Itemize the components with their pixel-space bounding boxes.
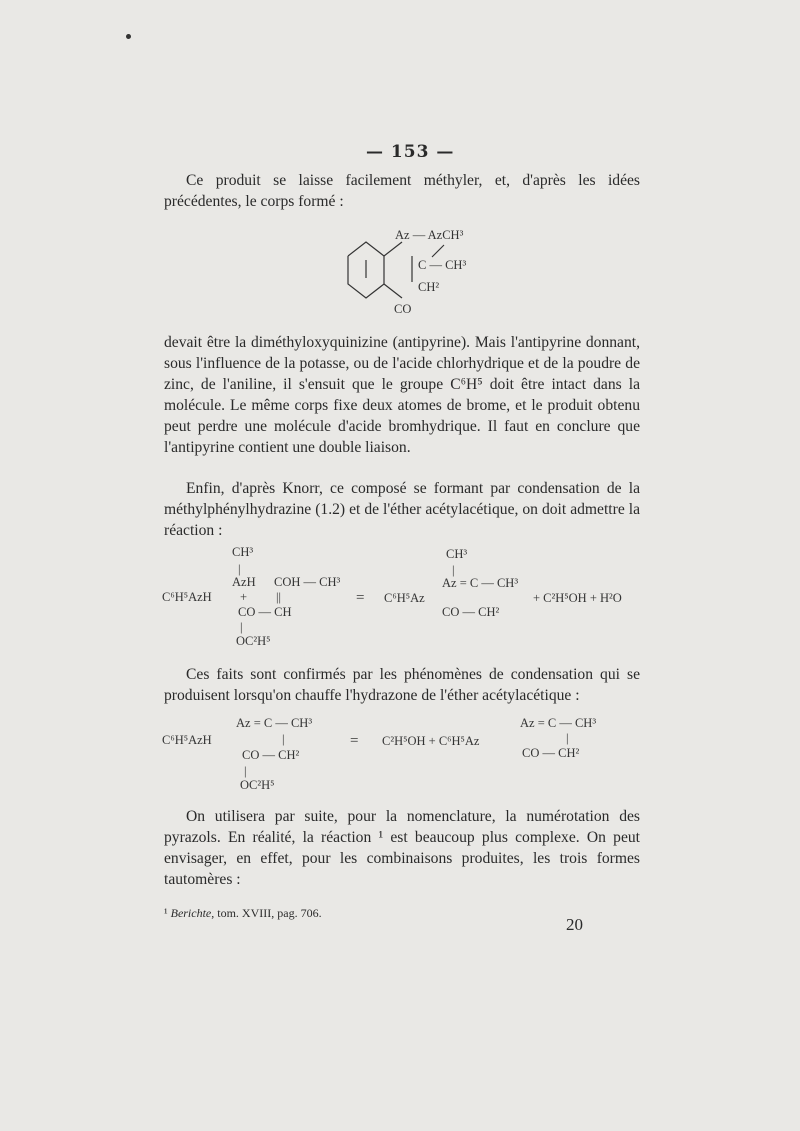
- paragraph-nomenclature: On utilisera par suite, pour la nomenclature, la numérotation des pyrazols. En réalité, la réaction ¹ est beaucoup plus complexe. On peut envisager, en effet, pour les combinaisons produites, les trois formes tautomères :: [164, 808, 640, 888]
- bond-line: [430, 244, 446, 258]
- formula-c-ch3: C — CH³: [418, 258, 467, 272]
- paragraph-intro: Ce produit se laisse facilement méthyler, et, d'après les idées précédentes, le corps formé :: [164, 172, 640, 210]
- r1-co-ch: CO — CH: [238, 605, 292, 619]
- formula-co: CO: [394, 302, 412, 316]
- r2-co-ch2: CO — CH²: [242, 748, 300, 762]
- r1-double-bond: ||: [276, 590, 282, 604]
- r1-ch3-left: CH³: [232, 545, 254, 559]
- formula-ch2: CH²: [418, 280, 440, 294]
- r1-co-ch2: CO — CH²: [442, 605, 500, 619]
- signature-mark: 20: [566, 915, 583, 934]
- r2-az-c-ch3-right: Az = C — CH³: [520, 716, 597, 730]
- footnote: [164, 906, 322, 921]
- r2-co-ch2-right: CO — CH²: [522, 746, 580, 760]
- formula-az-azch3: Az — AzCH³: [395, 228, 464, 242]
- r2-oc2h5: OC²H⁵: [240, 778, 275, 792]
- paragraph-hydrazone: Ces faits sont confirmés par les phénomènes de condensation qui se produisent lorsqu'on chauffe l'hydrazone de l'éther acétylacétique :: [164, 666, 640, 704]
- r1-products: + C²H⁵OH + H²O: [533, 591, 622, 605]
- r1-phenylhydrazine: C⁶H⁵AzH: [162, 590, 212, 604]
- bond-vertical: |: [238, 562, 241, 576]
- r1-ch3-right: CH³: [446, 547, 468, 561]
- benzene-ring-structure: [336, 234, 426, 314]
- paragraph-antipyrine: devait être la diméthyloxyquinizine (antipyrine). Mais l'antipyrine donnant, sous l'influence de la potasse, ou de l'acide chlorhydrique et de la poudre de zinc, de l'aniline, il s'ensuit que le groupe C⁶H⁵ doit être intact dans la molécule. Le même corps fixe deux atomes de brome, et le produit obtenu peut perdre une molécule d'acide bromhydrique. Il faut en conclure que l'antipyrine contient une double liaison.: [164, 334, 640, 456]
- bond-vertical: |: [240, 620, 243, 634]
- r1-plus: +: [240, 590, 248, 604]
- bond-vertical: |: [282, 732, 285, 746]
- paragraph-knorr: Enfin, d'après Knorr, ce composé se formant par condensation de la méthylphénylhydrazine (1.2) et de l'éther acétylacétique, on doit admettre la réaction :: [164, 480, 640, 539]
- footnote-reference: , tom. XVIII, pag. 706.: [211, 906, 322, 920]
- page-number: — 153 —: [366, 142, 455, 162]
- ink-dot: [126, 34, 131, 39]
- bond-vertical: |: [244, 764, 247, 778]
- footnote-journal: Berichte: [170, 906, 212, 920]
- r2-products: C²H⁵OH + C⁶H⁵Az: [382, 734, 480, 748]
- bond-vertical: |: [452, 563, 455, 577]
- r2-az-c-ch3: Az = C — CH³: [236, 716, 313, 730]
- r1-equals: =: [356, 590, 365, 606]
- footnote-mark: ¹: [164, 906, 168, 920]
- r1-azh: AzH: [232, 575, 256, 589]
- r2-phenylhydrazine: C⁶H⁵AzH: [162, 733, 212, 747]
- bond-vertical: |: [566, 731, 569, 745]
- r1-oc2h5: OC²H⁵: [236, 634, 271, 648]
- r1-phenyl-az: C⁶H⁵Az: [384, 591, 425, 605]
- r1-coh-ch3: COH — CH³: [274, 575, 341, 589]
- r2-equals: =: [350, 733, 359, 749]
- r1-az-c-ch3: Az = C — CH³: [442, 576, 519, 590]
